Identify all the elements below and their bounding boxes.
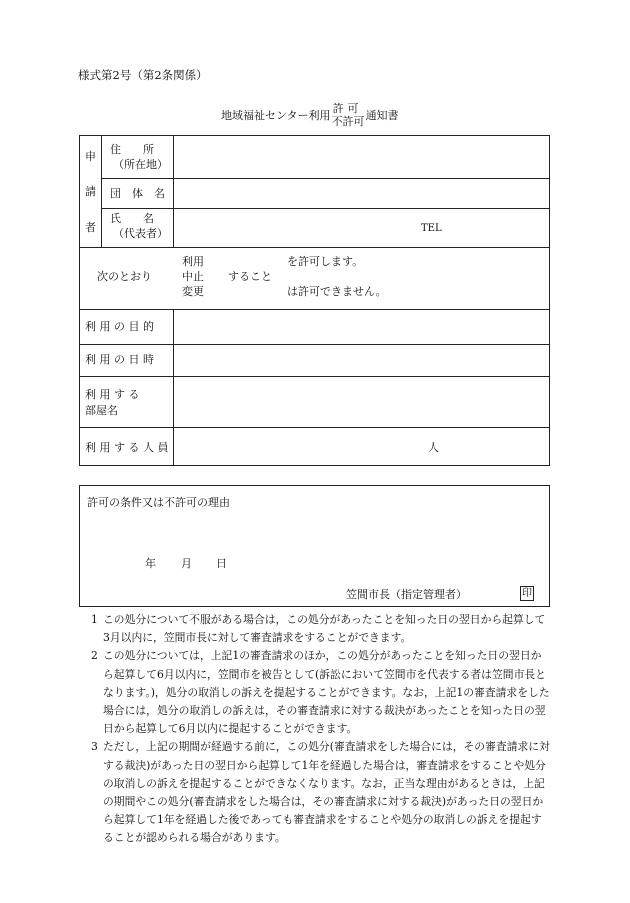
row-divider xyxy=(101,178,550,179)
address-label: 住 所 xyxy=(110,143,154,156)
form-number: 様式第2号（第2条関係） xyxy=(78,68,208,82)
date-year-label: 年 xyxy=(145,557,156,570)
row-divider xyxy=(80,376,549,377)
representative-sub-label: （代表者） xyxy=(113,227,168,240)
row-divider xyxy=(80,309,549,310)
tel-label: TEL xyxy=(421,223,442,234)
room-field[interactable] xyxy=(175,378,548,426)
application-table xyxy=(79,135,550,466)
col-divider xyxy=(173,136,174,247)
purpose-field[interactable] xyxy=(175,311,548,343)
permit-option-stack xyxy=(332,102,365,128)
note-text: ただし，上記の期間が経過する前に，この処分(審査請求をした場合には，その審査請求に対する裁決)があった日の翌日から起算して1年を経過した場合は，審査請求をすることや処分の取消しの訴えを提起することができなくなります。なお，正当な理由があるときは，上記の期間やこの処分(審査請求をした場合は，その審査請求に対する裁決)があった日の翌日から起算して1年を経過した後であっても審査請求をすることや処分の取消しの訴えを提起することが認められる場合があります。 xyxy=(103,740,550,845)
row-divider xyxy=(80,427,549,428)
row-divider xyxy=(80,247,549,248)
people-unit: 人 xyxy=(428,441,439,454)
datetime-label: 利 用 の 日 時 xyxy=(85,353,154,366)
title-option-deny: 不許可 xyxy=(331,115,365,128)
decision-result-deny: は許可できません。 xyxy=(287,285,387,298)
reason-heading: 許可の条件又は不許可の理由 xyxy=(87,496,230,509)
title-prefix: 地域福祉センター利用 xyxy=(221,109,331,122)
applicant-side-label-2: 請 xyxy=(85,185,96,198)
note-number: 2 xyxy=(91,649,98,663)
decision-option-change: 変更 xyxy=(182,285,204,298)
representative-name-field[interactable] xyxy=(175,210,405,246)
applicant-side-label-3: 者 xyxy=(85,221,96,234)
address-sub-label: （所在地） xyxy=(113,158,168,171)
decision-option-use: 利用 xyxy=(182,255,204,268)
row-divider xyxy=(101,208,550,209)
date-day-label: 日 xyxy=(216,557,227,570)
title-option-permit: 許可 xyxy=(332,102,363,115)
representative-name-label: 氏 名 xyxy=(110,212,154,225)
people-label: 利 用 す る 人 員 xyxy=(85,441,169,454)
decision-result-permit: を許可します。 xyxy=(287,255,364,268)
decision-option-cancel: 中止 xyxy=(182,270,204,283)
seal-mark: 印 xyxy=(522,588,532,599)
col-divider xyxy=(173,309,174,465)
room-label-line-2: 部屋名 xyxy=(85,404,118,417)
room-label-line-1: 利 用 す る xyxy=(85,388,140,401)
note-item xyxy=(91,647,551,738)
note-number: 1 xyxy=(91,613,98,626)
decision-lead: 次のとおり xyxy=(97,270,152,283)
note-text: この処分については，上記1の審査請求のほか，この処分があったことを知った日の翌日から起算して6月以内に，笠間市を被告として(訴訟において笠間市を代表する者は笠間市長となります。)，処分の取消しの訴えを提起することができます。なお，上記1の審査請求をした場合には，処分の取消しの訴えは，その審査請求に対する裁決があったことを知った日の翌日から起算して6月以内に提起することができます。 xyxy=(103,649,550,736)
date-month-label: 月 xyxy=(181,557,192,570)
row-divider xyxy=(80,344,549,345)
datetime-field[interactable] xyxy=(175,346,548,375)
title-suffix: 通知書 xyxy=(365,109,399,122)
group-name-field[interactable] xyxy=(175,180,548,207)
document-title xyxy=(221,100,399,130)
note-item xyxy=(91,738,551,847)
note-item xyxy=(91,611,551,647)
address-field[interactable] xyxy=(175,137,548,177)
reason-field[interactable] xyxy=(87,514,542,552)
col-divider xyxy=(101,136,102,247)
group-name-label: 団 体 名 xyxy=(110,187,165,200)
decision-middle-text: すること xyxy=(228,270,272,283)
note-text: この処分について不服がある場合は，この処分があったことを知った日の翌日から起算して3月以内に，笠間市長に対して審査請求をすることができます。 xyxy=(103,613,546,645)
signer-label: 笠間市長（指定管理者） xyxy=(346,588,467,601)
purpose-label: 利 用 の 目 的 xyxy=(85,320,154,333)
applicant-side-label-1: 申 xyxy=(85,150,96,163)
note-number: 3 xyxy=(91,740,98,754)
notes-section xyxy=(79,611,551,848)
reason-box xyxy=(79,485,550,607)
